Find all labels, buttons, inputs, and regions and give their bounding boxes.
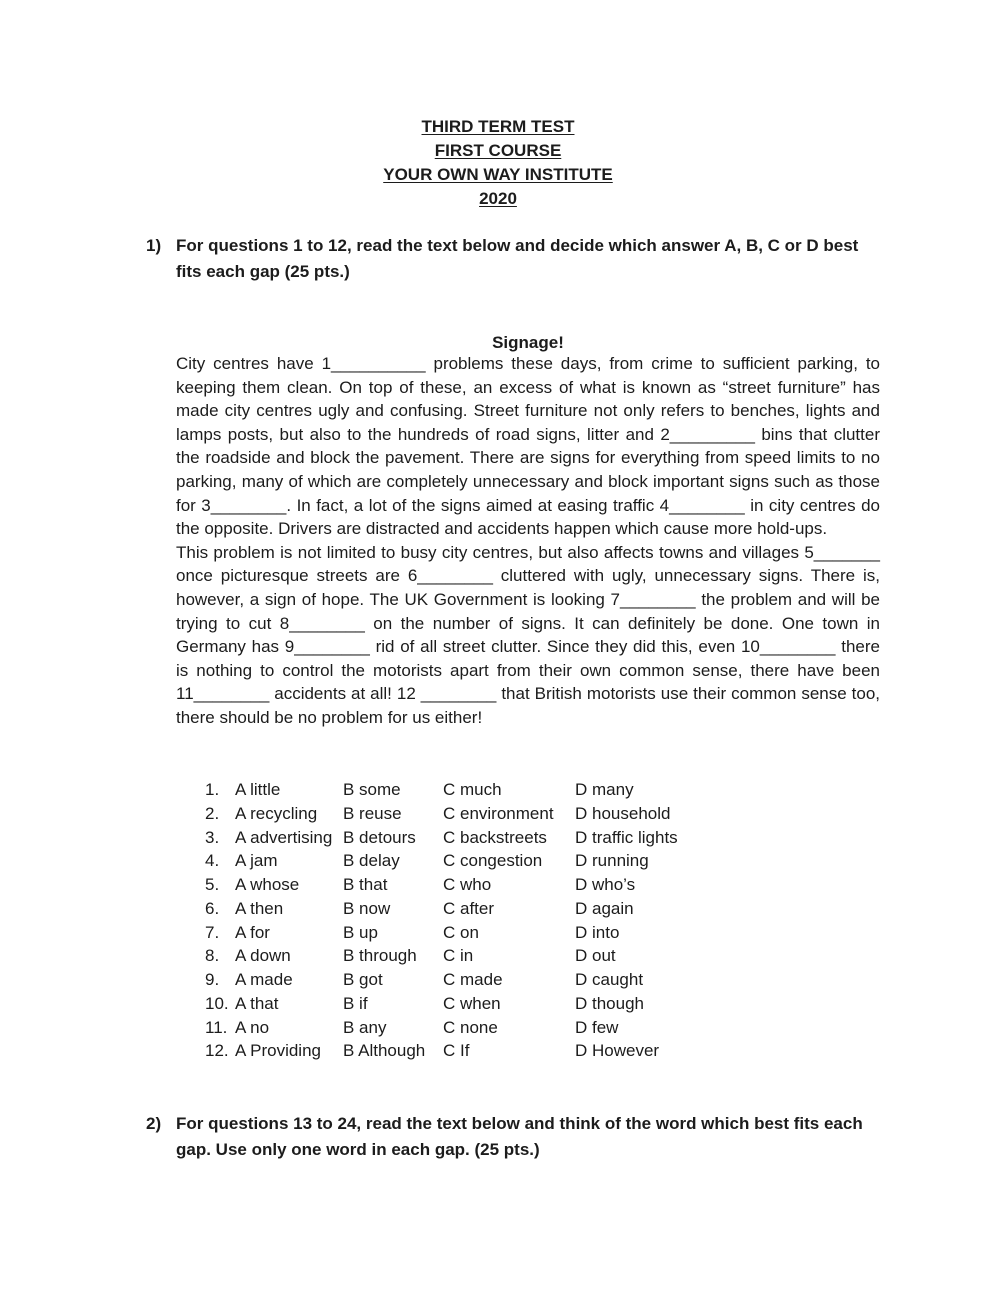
option-number: 11. bbox=[205, 1017, 228, 1037]
header-course: FIRST COURSE bbox=[434, 141, 562, 160]
reading-title-text: Signage! bbox=[492, 333, 564, 352]
option-c: C If bbox=[443, 1041, 470, 1061]
option-d: D again bbox=[575, 898, 634, 918]
option-a: A Providing bbox=[235, 1041, 321, 1061]
option-number: 4. bbox=[205, 851, 220, 871]
option-c: C much bbox=[443, 780, 502, 799]
option-b: B Although bbox=[343, 1041, 426, 1061]
option-number: 8. bbox=[205, 946, 220, 966]
option-b: B that bbox=[343, 875, 388, 894]
option-c: C environment bbox=[443, 803, 554, 823]
option-b: B through bbox=[343, 946, 417, 966]
option-a: A that bbox=[235, 993, 279, 1013]
test-header bbox=[0, 115, 996, 211]
option-a: A advertising bbox=[235, 827, 333, 847]
option-number: 3. bbox=[205, 827, 220, 847]
question-1-number: 1) bbox=[146, 236, 162, 255]
option-a: A made bbox=[235, 970, 293, 989]
option-c: C backstreets bbox=[443, 827, 547, 847]
option-a: A no bbox=[235, 1017, 270, 1037]
option-c: C made bbox=[443, 970, 503, 989]
option-number: 9. bbox=[205, 970, 220, 989]
option-a: A for bbox=[235, 922, 270, 942]
option-d: D However bbox=[575, 1041, 660, 1061]
option-b: B some bbox=[343, 780, 401, 799]
option-b: B up bbox=[343, 922, 378, 942]
option-c: C in bbox=[443, 946, 474, 966]
option-c: C on bbox=[443, 922, 479, 942]
option-c: C after bbox=[443, 898, 495, 918]
option-number: 10. bbox=[205, 993, 229, 1013]
option-b: B got bbox=[343, 970, 383, 989]
option-b: B if bbox=[343, 993, 368, 1013]
option-d: D into bbox=[575, 922, 620, 942]
option-c: C when bbox=[443, 993, 501, 1013]
option-d: D though bbox=[575, 993, 644, 1013]
option-b: B detours bbox=[343, 827, 416, 847]
option-d: D household bbox=[575, 803, 671, 823]
header-year: 2020 bbox=[479, 189, 517, 208]
option-d: D out bbox=[575, 946, 616, 966]
option-d: D caught bbox=[575, 970, 644, 989]
option-d: D few bbox=[575, 1017, 619, 1037]
question-1-instructions bbox=[146, 233, 876, 285]
passage-paragraph-2: This problem is not limited to busy city centres, but also affects towns and villages 5_______ once picturesque streets are 6________ cluttered with ugly, unnecessary signs. There is, however, a sign of hope. The UK Government is looking 7________ the problem and will be trying to cut 8________ on the number of signs. It can definitely be done. One town in Germany has 9________ rid of all street clutter. Since they did this, even 10________ there is nothing to control the motorists apart from their own common sense, there have been 11________ accidents at all! 12 ________ that British motorists use their common sense too, there should be no problem for us either! bbox=[176, 542, 880, 727]
option-number: 1. bbox=[205, 780, 220, 799]
option-number: 5. bbox=[205, 875, 220, 894]
header-institute: YOUR OWN WAY INSTITUTE bbox=[383, 165, 613, 184]
option-d: D running bbox=[575, 851, 649, 871]
option-d: D traffic lights bbox=[575, 827, 678, 847]
option-b: B reuse bbox=[343, 803, 402, 823]
question-2-number: 2) bbox=[146, 1114, 162, 1133]
question-1-text: For questions 1 to 12, read the text below and decide which answer A, B, C or D best fits each gap (25 pts.) bbox=[176, 236, 859, 281]
option-b: B any bbox=[343, 1017, 387, 1037]
question-2-text: For questions 13 to 24, read the text below and think of the word which best fits each gap. Use only one word in each gap. (25 pts.) bbox=[176, 1114, 863, 1159]
option-b: B delay bbox=[343, 851, 400, 871]
option-b: B now bbox=[343, 898, 391, 918]
option-number: 7. bbox=[205, 922, 220, 942]
option-a: A little bbox=[235, 780, 281, 799]
option-a: A jam bbox=[235, 851, 278, 871]
option-d: D who’s bbox=[575, 875, 636, 894]
passage-paragraph-1: City centres have 1__________ problems these days, from crime to sufficient parking, to keeping them clean. On top of these, an excess of what is known as “street furniture” has made city centres ugly and confusing. Street furniture not only refers to benches, lights and lamps posts, but also to the hundreds of road signs, litter and 2_________ bins that clutter the roadside and block the pavement. There are signs for everything from speed limits to no parking, many of which are completely unnecessary and block important signs such as those for 3________. In fact, a lot of the signs aimed at easing traffic 4________ in city centres do the opposite. Drivers are distracted and accidents happen which cause more hold-ups. bbox=[176, 354, 880, 539]
option-c: C none bbox=[443, 1017, 498, 1037]
option-d: D many bbox=[575, 780, 634, 799]
option-a: A down bbox=[235, 946, 291, 966]
option-a: A whose bbox=[235, 875, 300, 894]
option-c: C who bbox=[443, 875, 492, 894]
option-number: 12. bbox=[205, 1041, 229, 1061]
option-a: A recycling bbox=[235, 803, 318, 823]
option-number: 2. bbox=[205, 803, 220, 823]
option-number: 6. bbox=[205, 898, 220, 918]
question-2-instructions bbox=[146, 1111, 876, 1163]
option-c: C congestion bbox=[443, 851, 543, 871]
reading-passage bbox=[176, 352, 880, 730]
option-a: A then bbox=[235, 898, 284, 918]
header-test-name: THIRD TERM TEST bbox=[421, 117, 575, 136]
